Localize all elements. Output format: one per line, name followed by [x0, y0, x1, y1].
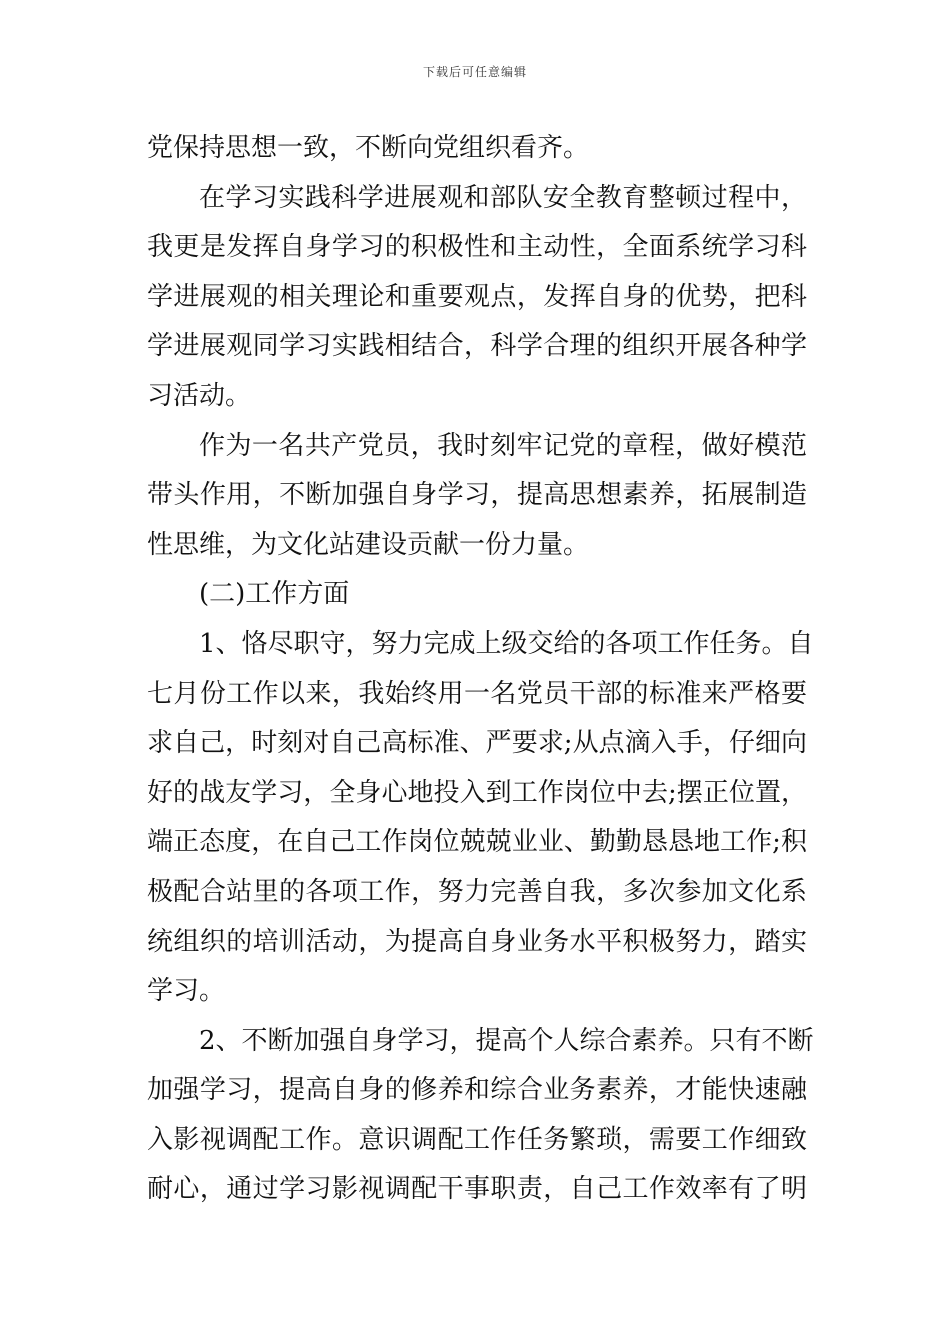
text-line: 我更是发挥自身学习的积极性和主动性，全面系统学习科	[147, 232, 807, 263]
text-line: 求自己，时刻对自己高标准、严要求;从点滴入手，仔细向	[147, 728, 807, 759]
text-line: 端正态度，在自己工作岗位兢兢业业、勤勤恳恳地工作;积	[147, 827, 807, 858]
body-text	[147, 124, 814, 1215]
text-line: 作为一名共产党员，我时刻牢记党的章程，做好模范	[199, 430, 807, 461]
text-line: 学进展观的相关理论和重要观点，发挥自身的优势，把科	[147, 281, 807, 312]
text-line: 入影视调配工作。意识调配工作任务繁琐，需要工作细致	[147, 1124, 807, 1155]
running-header: 下载后可任意编辑	[422, 65, 527, 79]
text-line: 耐心，通过学习影视调配干事职责，自己工作效率有了明	[147, 1174, 807, 1205]
text-line: 学习。	[147, 976, 226, 1007]
text-line: 好的战友学习，全身心地投入到工作岗位中去;摆正位置，	[147, 777, 807, 808]
text-line: 带头作用，不断加强自身学习，提高思想素养，拓展制造	[147, 480, 807, 511]
text-line: 七月份工作以来，我始终用一名党员干部的标准来严格要	[147, 678, 807, 709]
text-line: 性思维，为文化站建设贡献一份力量。	[147, 529, 590, 560]
text-line: 统组织的培训活动，为提高自身业务水平积极努力，踏实	[147, 926, 807, 957]
text-line: (二)工作方面	[199, 579, 350, 610]
text-line: 2、不断加强自身学习，提高个人综合素养。只有不断	[199, 1025, 814, 1056]
text-line: 学进展观同学习实践相结合，科学合理的组织开展各种学	[147, 331, 807, 362]
text-line: 在学习实践科学进展观和部队安全教育整顿过程中，	[199, 182, 807, 213]
text-line: 加强学习，提高自身的修养和综合业务素养，才能快速融	[147, 1075, 807, 1106]
text-line: 党保持思想一致，不断向党组织看齐。	[147, 133, 590, 163]
text-line: 1、恪尽职守，努力完成上级交给的各项工作任务。自	[199, 628, 814, 659]
text-line: 极配合站里的各项工作，努力完善自我，多次参加文化系	[147, 876, 807, 907]
text-line: 习活动。	[147, 380, 252, 411]
